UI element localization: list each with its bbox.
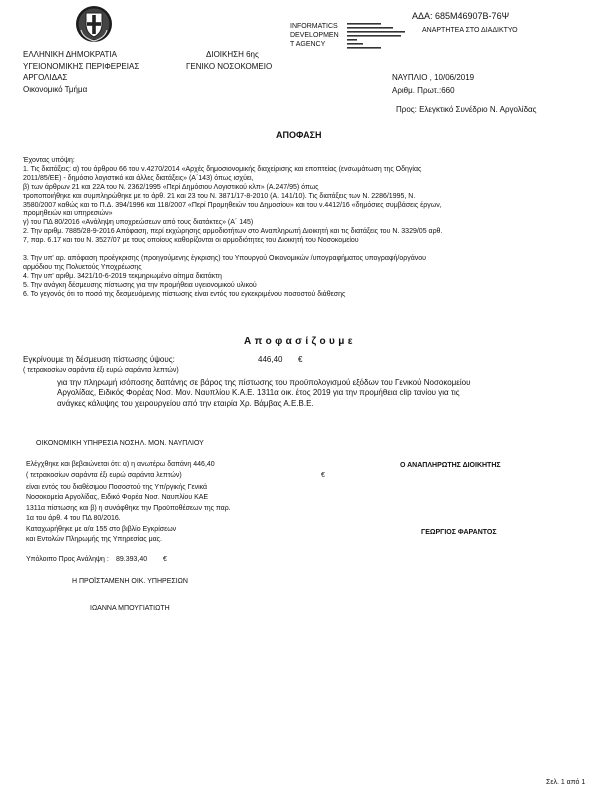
posted-label: ΑΝΑΡΤΗΤΕΑ ΣΤΟ ΔΙΑΔΙΚΤΥΟ: [422, 27, 518, 34]
considering-line: 4. Την υπ' αριθμ. 3421/10-6-2019 τεκμηριωμένο αίτημα διατάκτη: [23, 272, 222, 280]
approval-currency: €: [298, 355, 303, 364]
considering-line: 5. Την ανάγκη δέσμευσης πίστωσης για την προμήθεια υγειονομικού υλικού: [23, 281, 257, 289]
signature-stamp: [347, 22, 407, 54]
service-line: 1α του άρθ. 4 του ΠΔ 80/2016.: [26, 515, 121, 523]
service-words: ( τετρακοσίων σαράντα έξι ευρώ σαράντα λεπτών): [26, 472, 182, 479]
considering-block: [23, 157, 442, 299]
service-line: Καταχωρήθηκε με α/α 155 στο βιβλίο Εγκρίσεων: [26, 525, 177, 533]
service-lines: [26, 483, 231, 545]
place-date: ΝΑΥΠΛΙΟ , 10/06/2019: [392, 73, 475, 82]
considering-line: προμηθειών και υπηρεσιών»: [23, 210, 113, 218]
header-left-line: ΕΛΛΗΝΙΚΗ ΔΗΜΟΚΡΑΤΙΑ: [23, 50, 117, 59]
header-middle-block: [186, 49, 272, 72]
greek-emblem-logo: [74, 4, 114, 44]
approval-text: Εγκρίνουμε τη δέσμευση πίστωσης ύψους:: [23, 355, 175, 364]
purpose-line: Αργολίδας, Ειδικός Φορέας Νοσ. Μον. Ναυπλίου Κ.Α.Ε. 1311α οικ. έτος 2019 για την προμήθεια clip τανίου για τις: [57, 388, 460, 398]
header-left-line: Οικονομικό Τμήμα: [23, 84, 88, 94]
page-title: ΑΠΟΦΑΣΗ: [276, 130, 322, 140]
signatory-title: Ο ΑΝΑΠΛΗΡΩΤΗΣ ΔΙΟΙΚΗΤΗΣ: [400, 462, 501, 469]
considering-line: 3580/2007 καθώς και το Π.Δ. 394/1996 και 118/2007 «Περί Προμηθειών του Δημοσίου» και του ν.4412/16 «δημόσιες συμβάσεις έργων,: [23, 201, 442, 209]
balance-value: 89.393,40: [116, 556, 148, 563]
considering-line: αρμόδιου της Πολυετούς Υποχρέωσης: [23, 263, 142, 271]
head-title: Η ΠΡΟΪΣΤΑΜΕΝΗ ΟΙΚ. ΥΠΗΡΕΣΙΩΝ: [72, 578, 188, 585]
recipient: Προς: Ελεγκτικό Συνέδριο Ν. Αργολίδας: [396, 105, 537, 114]
considering-line: τροποποιήθηκε και συμπληρώθηκε με το άρθ. 21 και 23 του Ν. 3871/17-8-2010 (Α. 141/10). Τις διατάξεις των Ν. 2286/1995, Ν.: [23, 192, 416, 200]
signatory-name: ΓΕΩΡΓΙΟΣ ΦΑΡΑΝΤΟΣ: [421, 529, 497, 536]
considering-line: 7, παρ. 6.17 και του Ν. 3527/07 με τους οποίους καθορίζονται οι αρμοδιότητες του Διοικητή του Νοσοκομείου: [23, 237, 359, 245]
considering-line: β) των άρθρων 21 και 22Α του Ν. 2362/1995 «Περί Δημόσιου Λογιστικού κλπ» (Α.247/95) όπως: [23, 183, 319, 191]
service-line: 1311α πίστωσης και β) η συνάφθηκε την Προϋποθέσεων της παρ.: [26, 504, 231, 512]
service-line: είναι εντός του διαθέσιμου Ποσοστού της Υπ/ργικής Γενικά: [26, 484, 208, 491]
header-middle-line: ΔΙΟΙΚΗΣΗ 6ης: [206, 50, 259, 59]
header-left-line: ΑΡΓΟΛΙΔΑΣ: [23, 73, 68, 82]
service-euro: €: [321, 472, 325, 479]
header-left-block: [23, 49, 139, 95]
header-left-line: ΥΓΕΙΟΝΟΜΙΚΗΣ ΠΕΡΙΦΕΡΕΙΑΣ: [23, 61, 140, 71]
considering-line: 2011/85/ΕΕ) - δημόσιο λογιστικό και άλλες διατάξεις» (Α΄143) όπως ισχύει,: [23, 174, 254, 182]
purpose-line: ανάγκες κάλυψης του χειρουργείου από την εταιρία Χρ. Βάμβας Α.Ε.Β.Ε.: [57, 398, 314, 408]
decide-heading: Α π ο φ α σ ί ζ ο υ μ ε: [244, 336, 353, 347]
header-middle-line: ΓΕΝΙΚΟ ΝΟΣΟΚΟΜΕΙΟ: [186, 61, 273, 71]
considering-line: γ) του ΠΔ 80/2016 «Ανάληψη υποχρεώσεων από τους διατάκτες» (Α΄ 145): [23, 219, 254, 227]
informatics-agency-label: INFORMATICS DEVELOPMEN T AGENCY: [290, 23, 339, 48]
page-number: Σελ. 1 από 1: [546, 779, 586, 786]
considering-line: 1. Τις διατάξεις: α) του άρθρου 66 του ν.4270/2014 «Αρχές δημοσιονομικής διαχείρισης και εποπτείας (ενσωμάτωση της Οδηγίας: [23, 165, 422, 173]
service-check-line: Ελέγχθηκε και βεβαιώνεται ότι: α) η ανωτέρω δαπάνη 446,40: [26, 461, 215, 468]
balance-label: Υπόλοιπο Προς Ανάληψη :: [26, 556, 109, 563]
service-line: και Εντολών Πληρωμής της Υπηρεσίας μας.: [26, 536, 162, 544]
considering-line: 6. Το γεγονός ότι το ποσό της δεσμευόμενης πίστωσης είναι εντός του εγκεκριμένου ποσοστού διάθεσης: [23, 290, 346, 298]
balance-currency: €: [163, 556, 167, 563]
considering-line: 3. Την υπ' αρ. απόφαση προέγκρισης (προηγούμενης έγκρισης) του Υπουργού Οικονομικών /υπογραφήματος υπογραφή/οργάνου: [23, 254, 426, 262]
approval-amount: 446,40: [258, 355, 283, 364]
ada-code: ΑΔΑ: 685Μ46907Β-76Ψ: [412, 11, 510, 21]
considering-heading: Έχοντας υπόψη:: [23, 157, 75, 164]
purpose-line: για την πληρωμή ισόποσης δαπάνης σε βάρος της πίστωσης του προϋπολογισμού εξόδων του Γενικού Νοσοκομείου: [57, 378, 471, 387]
service-line: Νοσοκομεία Αργολίδας, Ειδικό Φορέα Νοσ. Ναυπλίου ΚΑΕ: [26, 494, 209, 502]
considering-line: 2. Την αριθμ. 7885/28-9-2016 Απόφαση, περί εκχώρησης αρμοδιοτήτων στο Αναπληρωτή Διοικητή και τις διατάξεις του Ν. 3329/05 αρθ.: [23, 228, 443, 236]
service-title: ΟΙΚΟΝΟΜΙΚΗ ΥΠΗΡΕΣΙΑ ΝΟΣΗΛ. ΜΟΝ. ΝΑΥΠΛΙΟΥ: [36, 440, 204, 447]
considering-line: [23, 246, 442, 255]
approval-purpose: [57, 378, 470, 409]
approval-words: ( τετρακοσίων σαράντα έξι ευρώ σαράντα λεπτών): [23, 367, 179, 374]
head-name: ΙΩΑΝΝΑ ΜΠΟΥΓΙΑΤΙΩΤΗ: [90, 605, 170, 612]
protocol-number: Αριθμ. Πρωτ.:660: [392, 86, 455, 95]
